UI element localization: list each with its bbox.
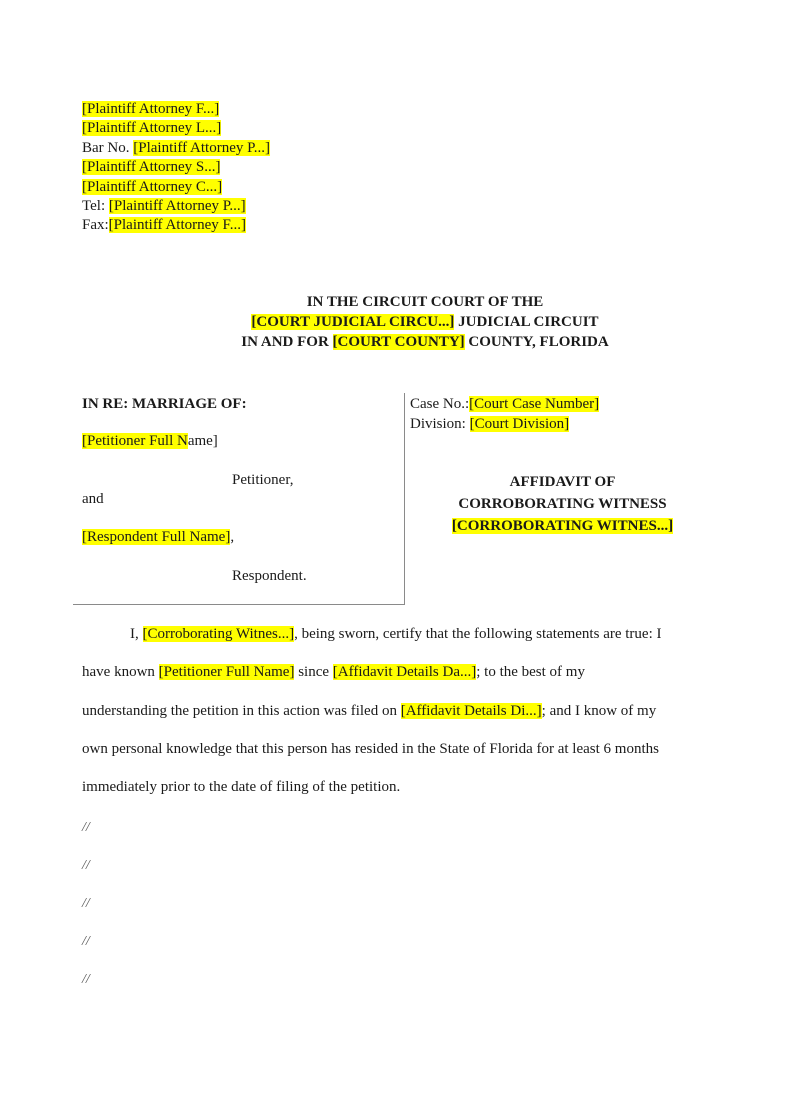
petitioner-name-rest: ame] bbox=[187, 433, 218, 449]
plaintiff-attorney-street-field[interactable]: [Plaintiff Attorney S...] bbox=[82, 159, 221, 176]
body-text: ; and I know of my bbox=[541, 703, 657, 719]
separator-slashes: // bbox=[82, 972, 90, 987]
separator-slashes: // bbox=[82, 820, 90, 835]
petitioner-name-line bbox=[82, 433, 218, 450]
court-county-field[interactable]: [COURT COUNTY] bbox=[332, 334, 465, 350]
case-no-label: Case No.: bbox=[410, 396, 470, 412]
affidavit-details-filing-field[interactable]: [Affidavit Details Di...] bbox=[400, 703, 542, 719]
division-label: Division: bbox=[410, 415, 470, 432]
caption-vertical-rule bbox=[404, 393, 405, 605]
fax-label: Fax: bbox=[82, 217, 109, 234]
body-text: , being sworn, certify that the following statements are true: I bbox=[294, 626, 662, 642]
petitioner-full-name-field[interactable]: [Petitioner Full N bbox=[82, 433, 188, 449]
separator-slashes: // bbox=[82, 858, 90, 873]
body-line-5: immediately prior to the date of filing of the petition. bbox=[82, 779, 401, 795]
court-case-number-field[interactable]: [Court Case Number] bbox=[469, 396, 600, 412]
attorney-line-5 bbox=[82, 178, 270, 197]
body-text: ; to the best of my bbox=[476, 664, 585, 680]
body-text: since bbox=[294, 664, 333, 680]
attorney-line-1 bbox=[82, 100, 270, 119]
case-number-line bbox=[410, 395, 599, 415]
in-and-for-text: IN AND FOR bbox=[241, 334, 333, 350]
plaintiff-attorney-city-field[interactable]: [Plaintiff Attorney C...] bbox=[82, 178, 223, 195]
body-text: have known bbox=[82, 664, 159, 680]
title-line-3 bbox=[430, 515, 695, 537]
attorney-line-2 bbox=[82, 119, 270, 138]
petitioner-label: Petitioner, bbox=[232, 472, 294, 488]
case-info-block bbox=[410, 395, 599, 434]
court-heading bbox=[0, 292, 800, 352]
body-line-4: own personal knowledge that this person has resided in the State of Florida for at least 6 months bbox=[82, 741, 659, 757]
attorney-line-4 bbox=[82, 158, 270, 177]
and-text: and bbox=[82, 491, 104, 507]
title-line-1: AFFIDAVIT OF bbox=[509, 474, 616, 490]
caption-horizontal-rule bbox=[73, 604, 405, 605]
plaintiff-attorney-first-field[interactable]: [Plaintiff Attorney F...] bbox=[82, 101, 220, 117]
division-line bbox=[410, 415, 599, 435]
corroborating-witness-name-field[interactable]: [Corroborating Witnes...] bbox=[142, 626, 295, 642]
bar-no-label: Bar No. bbox=[82, 139, 134, 156]
court-heading-line-2 bbox=[0, 312, 800, 332]
respondent-label: Respondent. bbox=[232, 568, 307, 584]
attorney-line-6 bbox=[82, 197, 270, 216]
court-heading-line-1: IN THE CIRCUIT COURT OF THE bbox=[306, 294, 544, 310]
affidavit-details-date-field[interactable]: [Affidavit Details Da...] bbox=[332, 664, 477, 680]
judicial-circuit-text: JUDICIAL CIRCUIT bbox=[454, 314, 599, 330]
petitioner-full-name-body-field[interactable]: [Petitioner Full Name] bbox=[158, 664, 295, 680]
corroborating-witness-title-field[interactable]: [CORROBORATING WITNES...] bbox=[451, 518, 674, 534]
document-title bbox=[430, 471, 695, 537]
respondent-name-line bbox=[82, 529, 234, 546]
county-florida-text: COUNTY, FLORIDA bbox=[464, 334, 609, 350]
attorney-line-3 bbox=[82, 139, 270, 158]
attorney-info-block bbox=[82, 100, 270, 236]
tel-label: Tel: bbox=[82, 198, 109, 215]
plaintiff-attorney-bar-field[interactable]: [Plaintiff Attorney P...] bbox=[133, 139, 271, 156]
plaintiff-attorney-last-field[interactable]: [Plaintiff Attorney L...] bbox=[82, 120, 222, 137]
respondent-comma: , bbox=[230, 529, 235, 545]
separator-slashes: // bbox=[82, 896, 90, 911]
separator-slashes: // bbox=[82, 934, 90, 949]
body-line-2 bbox=[82, 664, 722, 681]
court-division-field[interactable]: [Court Division] bbox=[469, 415, 570, 432]
body-line-1 bbox=[130, 626, 770, 643]
plaintiff-attorney-fax-field[interactable]: [Plaintiff Attorney F...] bbox=[108, 217, 246, 234]
in-re-marriage-heading: IN RE: MARRIAGE OF: bbox=[82, 396, 247, 412]
attorney-line-7 bbox=[82, 216, 270, 235]
title-line-2: CORROBORATING WITNESS bbox=[458, 496, 667, 512]
body-line-3 bbox=[82, 703, 722, 720]
body-text: I, bbox=[130, 626, 143, 642]
respondent-full-name-field[interactable]: [Respondent Full Name] bbox=[82, 529, 231, 545]
court-heading-line-3 bbox=[0, 332, 800, 352]
plaintiff-attorney-phone-field[interactable]: [Plaintiff Attorney P...] bbox=[108, 198, 246, 215]
court-judicial-circuit-field[interactable]: [COURT JUDICIAL CIRCU...] bbox=[251, 314, 455, 330]
body-text: understanding the petition in this action was filed on bbox=[82, 703, 401, 719]
